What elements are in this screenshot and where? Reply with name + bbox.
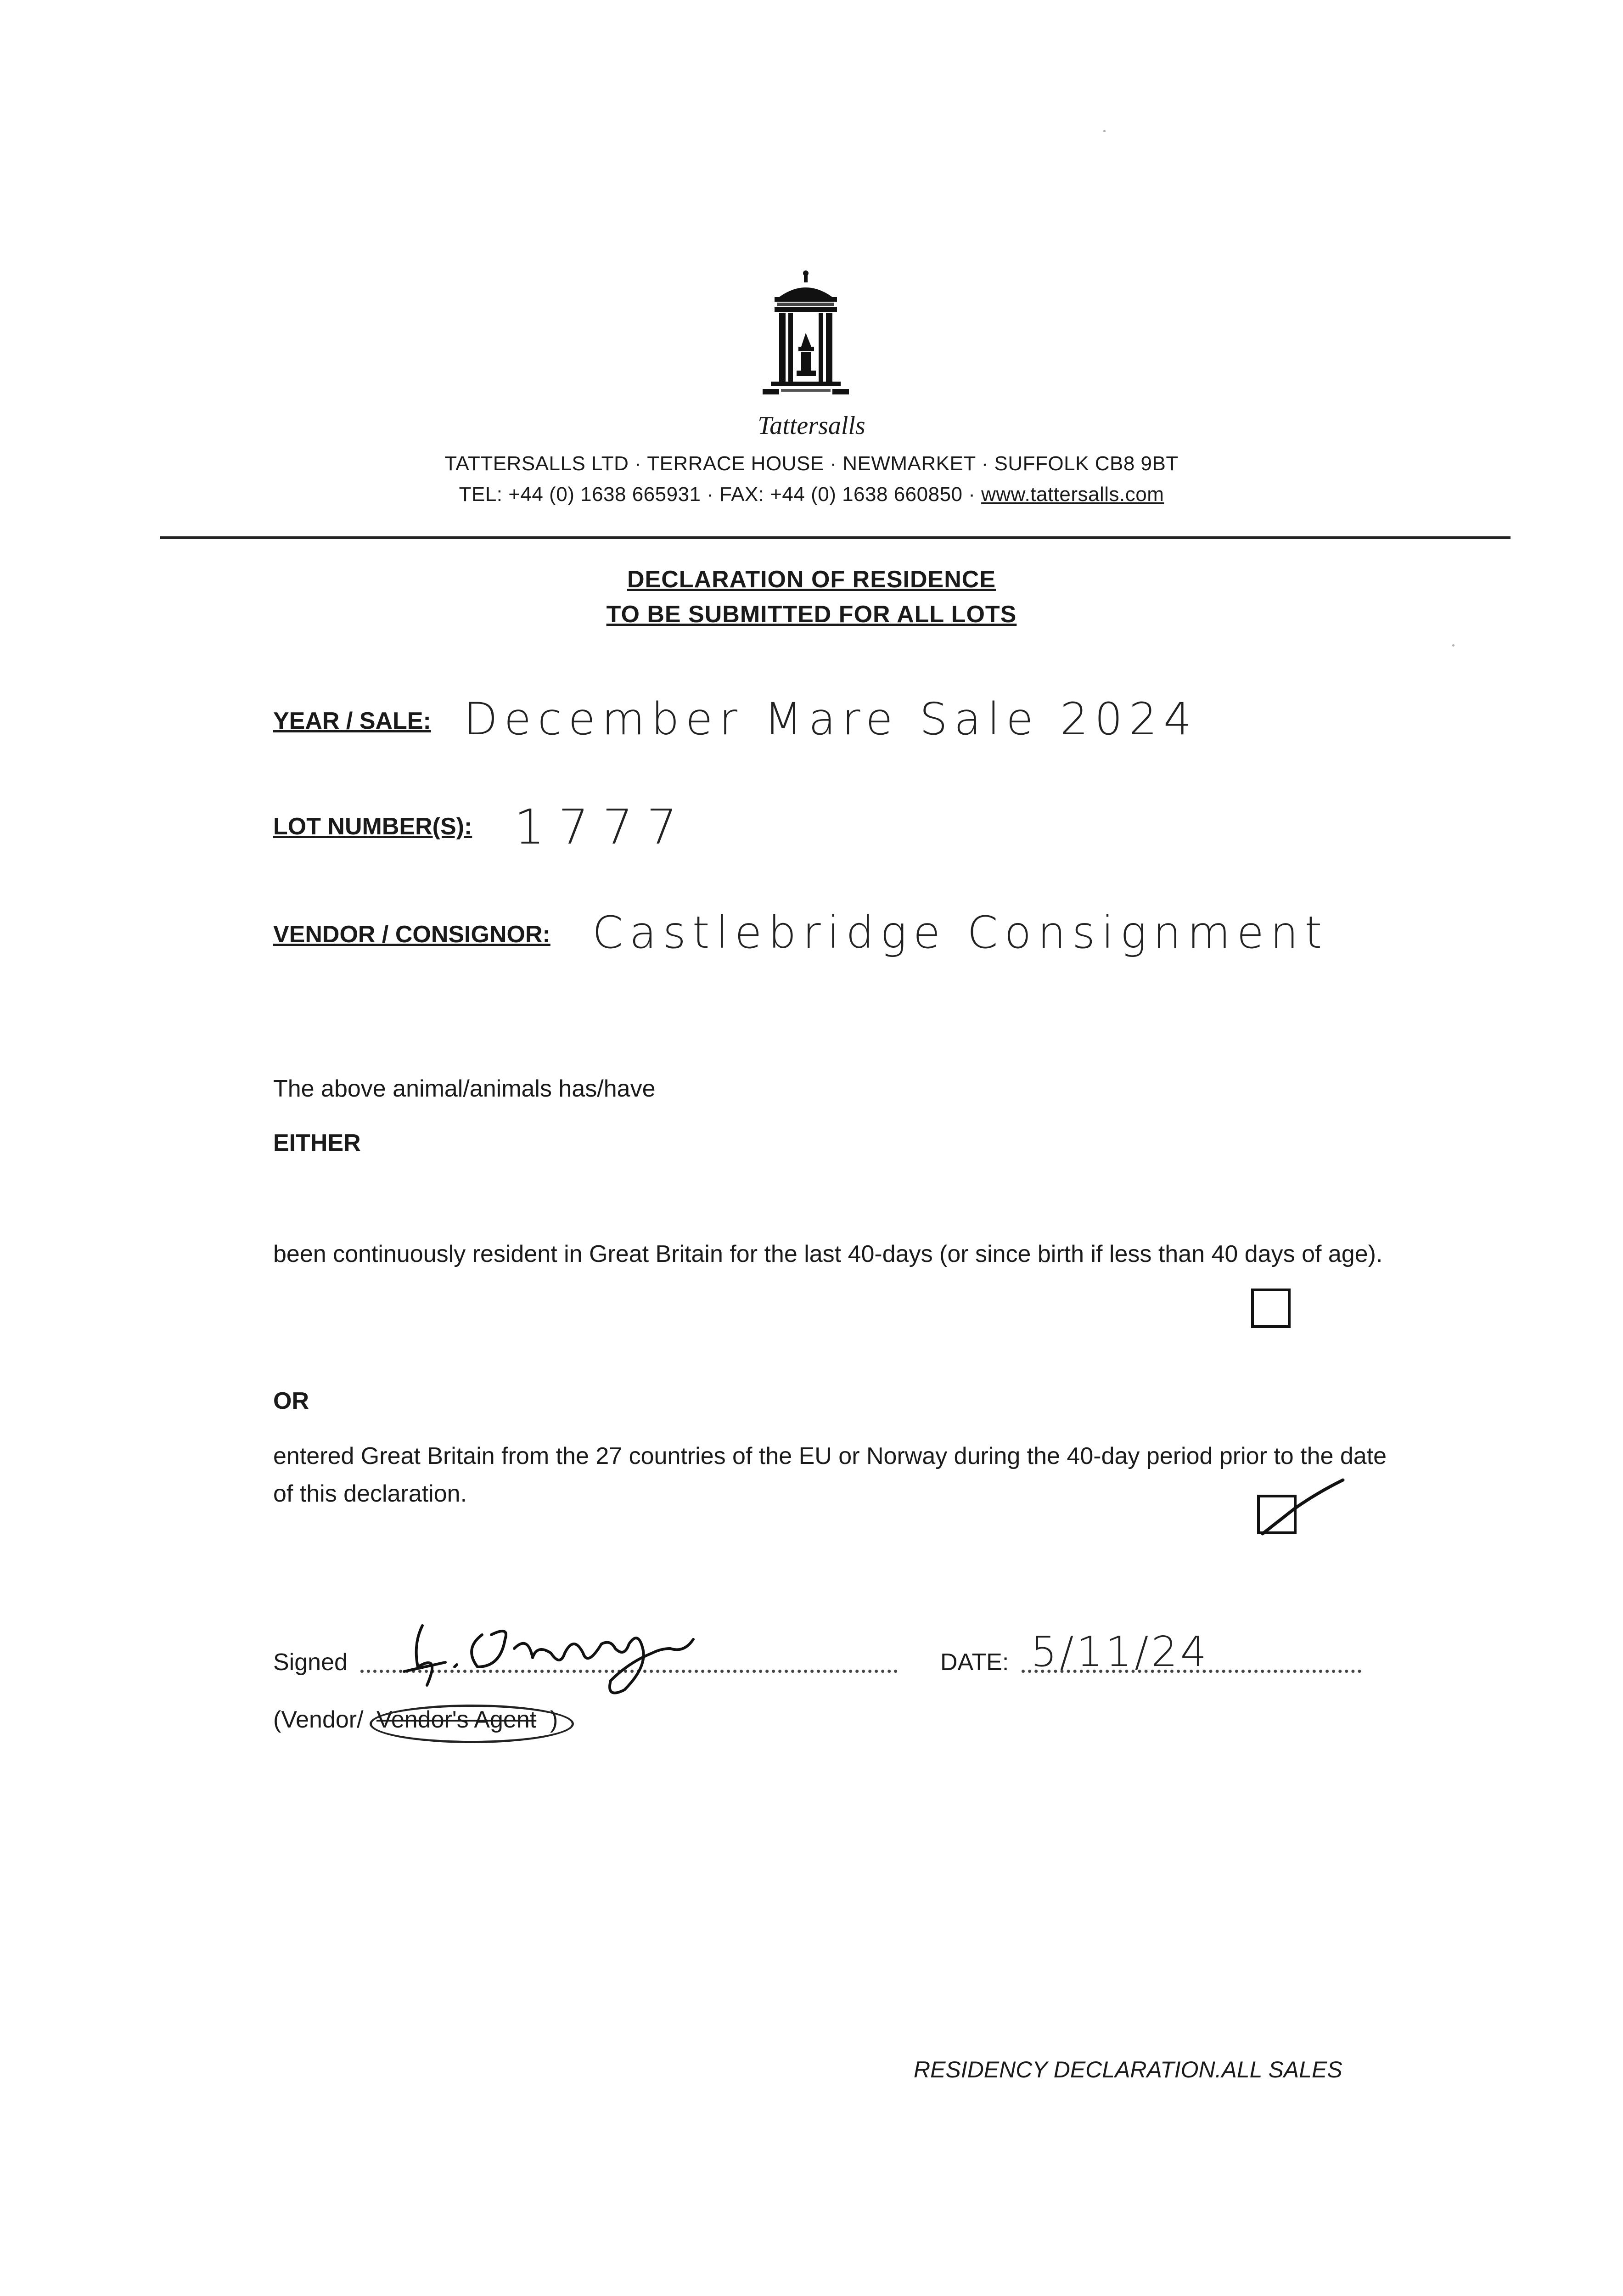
role-struck-option: Vendor's Agent — [376, 1706, 537, 1733]
document-title: DECLARATION OF RESIDENCE — [627, 566, 996, 593]
intro-text: The above animal/animals has/have — [273, 1075, 656, 1102]
form-footer-name: RESIDENCY DECLARATION.ALL SALES — [914, 2057, 1342, 2082]
address-line: TATTERSALLS LTD · TERRACE HOUSE · NEWMARKET · SUFFOLK CB8 9BT — [444, 452, 1179, 475]
role-circle-mark — [370, 1705, 574, 1743]
header-divider — [160, 536, 1511, 539]
signed-label: Signed — [273, 1649, 348, 1676]
website-link[interactable]: www.tattersalls.com — [981, 483, 1164, 506]
date-label: DATE: — [940, 1649, 1009, 1676]
option-resident-checkbox[interactable] — [1251, 1289, 1291, 1328]
contact-numbers: TEL: +44 (0) 1638 665931 · FAX: +44 (0) 1638 660850 · — [459, 483, 982, 506]
check-mark-icon — [1249, 1476, 1350, 1548]
either-heading: EITHER — [273, 1130, 361, 1156]
role-prefix: (Vendor/ — [273, 1706, 364, 1733]
or-heading: OR — [273, 1388, 309, 1414]
option-resident-text: been continuously resident in Great Britain for the last 40-days (or since birth if less than 40 days of age). — [273, 1241, 1383, 1267]
option-entered-text: entered Great Britain from the 27 countries of the EU or Norway during the 40-day period prior to the date of this declaration. — [273, 1443, 1387, 1507]
temple-statue-logo-icon — [761, 269, 880, 409]
signature-scribble[interactable] — [386, 1598, 845, 1701]
vendor-consignor-label: VENDOR / CONSIGNOR: — [273, 921, 550, 948]
brand-name: Tattersalls — [758, 411, 865, 440]
document-subtitle: TO BE SUBMITTED FOR ALL LOTS — [606, 601, 1017, 628]
year-sale-value[interactable]: December Mare Sale 2024 — [464, 693, 1198, 745]
date-value[interactable]: 5/11/24 — [1031, 1628, 1209, 1676]
scan-speck — [1452, 644, 1455, 647]
contact-line — [0, 483, 1623, 506]
role-suffix: ) — [550, 1706, 558, 1733]
lot-numbers-label: LOT NUMBER(S): — [273, 813, 472, 840]
lot-numbers-value[interactable]: 1777 — [514, 799, 691, 855]
year-sale-label: YEAR / SALE: — [273, 708, 431, 734]
vendor-consignor-value[interactable]: Castlebridge Consignment — [592, 907, 1329, 958]
scan-speck — [1103, 130, 1106, 132]
